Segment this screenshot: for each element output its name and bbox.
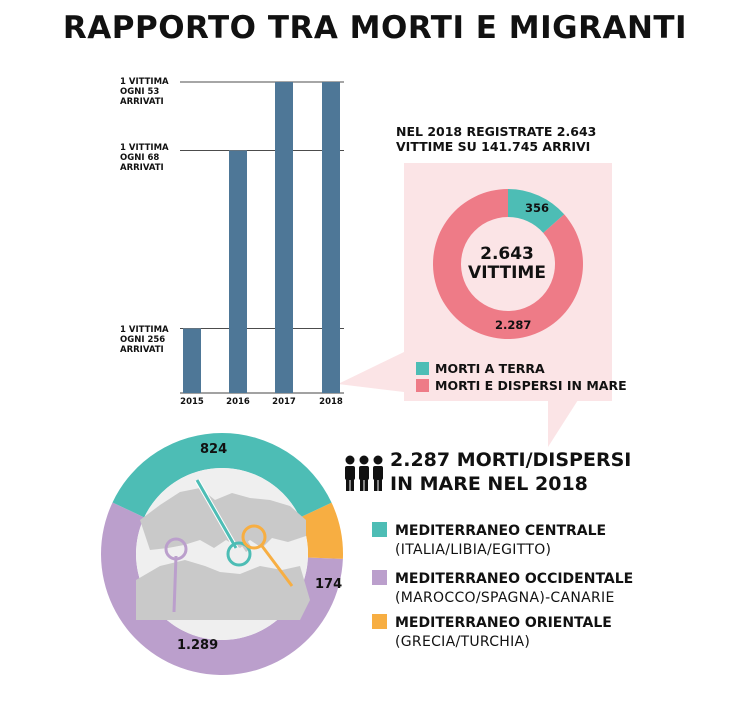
callout-pointer-left — [338, 352, 404, 392]
legend2-swatch — [372, 570, 387, 585]
legend-item-sea — [416, 378, 627, 393]
legend2-name: MEDITERRANEO OCCIDENTALE — [395, 571, 634, 587]
legend2-detail: (GRECIA/TURCHIA) — [395, 634, 531, 650]
y-ref-label-53: 1 VITTIMA OGNI 53 ARRIVATI — [120, 77, 169, 107]
slice-value-eastern: 174 — [315, 577, 343, 592]
legend-swatch — [416, 379, 429, 392]
legend-item-land — [416, 361, 545, 376]
bar-chart — [180, 82, 344, 393]
map-connector-western — [174, 556, 176, 612]
bar-2018 — [322, 82, 340, 393]
x-tick-label: 2016 — [226, 397, 250, 407]
legend2-detail: (MAROCCO/SPAGNA)-CANARIE — [395, 590, 615, 606]
legend2-item-eastern — [372, 614, 612, 652]
x-tick-label: 2015 — [180, 397, 204, 407]
legend-swatch — [416, 362, 429, 375]
center-unit: VITTIME — [468, 263, 546, 283]
center-value: 2.643 — [480, 244, 534, 264]
y-ref-label-256: 1 VITTIMA OGNI 256 ARRIVATI — [120, 325, 169, 355]
legend2-swatch — [372, 614, 387, 629]
callout-pointer-bottom — [548, 400, 578, 447]
donut-center-label — [454, 245, 560, 283]
bar-2016 — [229, 151, 247, 393]
sea-deaths-heading: 2.287 MORTI/DISPERSI IN MARE NEL 2018 — [390, 449, 632, 495]
slice-label-land: 356 — [525, 201, 550, 215]
y-ref-label-68: 1 VITTIMA OGNI 68 ARRIVATI — [120, 143, 169, 173]
legend-label: MORTI A TERRA — [435, 361, 545, 376]
legend2-item-central — [372, 522, 606, 560]
people-icon — [344, 455, 384, 493]
x-tick-label: 2018 — [319, 397, 343, 407]
legend2-name: MEDITERRANEO ORIENTALE — [395, 615, 612, 631]
legend2-swatch — [372, 522, 387, 537]
slice-value-central: 824 — [200, 442, 228, 457]
page-title: RAPPORTO TRA MORTI E MIGRANTI — [62, 10, 688, 46]
bar-2017 — [275, 82, 293, 393]
sea-deaths-donut — [101, 433, 343, 675]
legend2-detail: (ITALIA/LIBIA/EGITTO) — [395, 542, 552, 558]
x-tick-label: 2017 — [272, 397, 296, 407]
slice-value-western: 1.289 — [177, 638, 219, 653]
victims-note: NEL 2018 REGISTRATE 2.643 VITTIME SU 141.745 ARRIVI — [396, 124, 597, 154]
legend2-item-western — [372, 570, 633, 608]
legend-label: MORTI E DISPERSI IN MARE — [435, 378, 627, 393]
slice-label-sea: 2.287 — [495, 318, 532, 332]
legend2-name: MEDITERRANEO CENTRALE — [395, 523, 607, 539]
